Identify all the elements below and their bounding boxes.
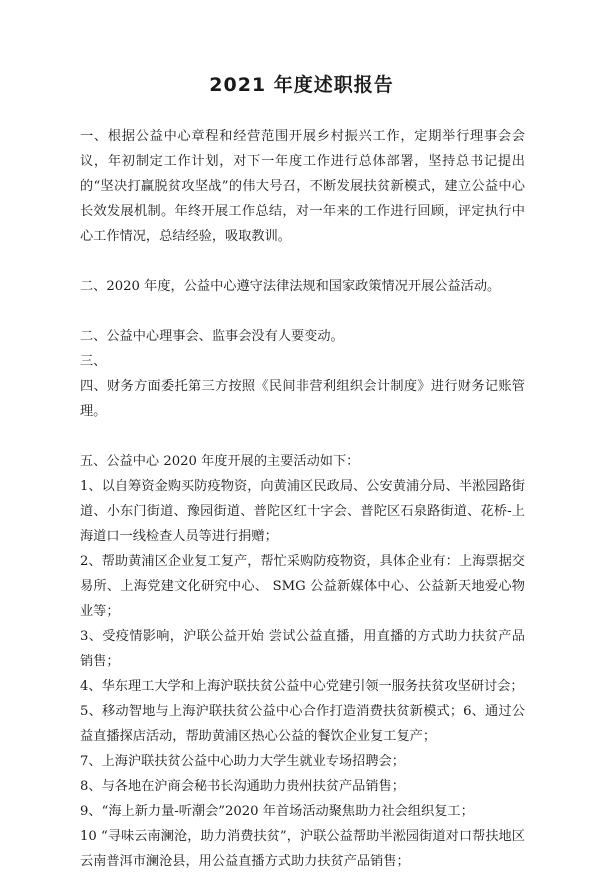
paragraph-section-2: 二、2020 年度，公益中心遵守法律法规和国家政策情况开展公益活动。 bbox=[80, 279, 501, 294]
list-item-1: 1、以自筹资金购买防疫物资，向黄浦区民政局、公安黄浦分局、半淞园路街道、小东门街道、豫园街道、普陀区红十字会、普陀区石泉路街道、花桥-上海道口一线检查人员等进行捐赠； bbox=[80, 479, 525, 544]
paragraph-spacer bbox=[80, 299, 525, 324]
paragraph-section-2b: 二、公益中心理事会、监事会没有人要变动。 bbox=[80, 329, 344, 344]
document-body bbox=[80, 124, 525, 874]
paragraph-section-3: 三、 bbox=[80, 354, 107, 369]
paragraph-section-5: 五、公益中心 2020 年度开展的主要活动如下： bbox=[80, 454, 360, 469]
list-item-7: 7、上海沪联扶贫公益中心助力大学生就业专场招聘会； bbox=[80, 754, 405, 769]
list-item-4: 4、华东理工大学和上海沪联扶贫公益中心党建引领一服务扶贫攻坚研讨会； bbox=[80, 679, 524, 694]
page-title: 2021 年度述职报告 bbox=[209, 74, 394, 96]
paragraph-section-1: 一、根据公益中心章程和经营范围开展乡村振兴工作，定期举行理事会会议，年初制定工作计划，对下一年度工作进行总体部署，坚持总书记提出的“坚决打赢脱贫攻坚战”的伟大号召，不断发展扶贫新模式，建立公益中心长效发展机制。年终开展工作总结，对一年来的工作进行回顾，评定执行中心工作情况，总结经验，吸取教训。 bbox=[80, 129, 525, 244]
list-item-10: 10 “寻味云南澜沧，助力消费扶贫”，沪联公益帮助半淞园街道对口帮扶地区云南普洱市澜沧县，用公益直播方式助力扶贫产品销售； bbox=[80, 829, 525, 869]
paragraph-section-4: 四、财务方面委托第三方按照《民间非营利组织会计制度》进行财务记账管理。 bbox=[80, 379, 525, 419]
list-item-9: 9、“海上新力量-听潮会”2020 年首场活动聚焦助力社会组织复工； bbox=[80, 804, 474, 819]
paragraph-spacer bbox=[80, 424, 525, 449]
list-item-8: 8、与各地在沪商会秘书长沟通助力贵州扶贫产品销售； bbox=[80, 779, 405, 794]
list-item-3: 3、受疫情影响，沪联公益开始 尝试公益直播，用直播的方式助力扶贫产品销售； bbox=[80, 629, 525, 669]
paragraph-spacer bbox=[80, 249, 525, 274]
list-item-2: 2、帮助黄浦区企业复工复产，帮忙采购防疫物资，具体企业有：上海票据交易所、上海党建文化研究中心、 SMG 公益新媒体中心、公益新天地爱心物业等； bbox=[80, 554, 525, 619]
list-item-5-6: 5、移动智地与上海沪联扶贫公益中心合作打造消费扶贫新模式；6、通过公益直播探店活动，帮助黄浦区热心公益的餐饮企业复工复产； bbox=[80, 704, 525, 744]
